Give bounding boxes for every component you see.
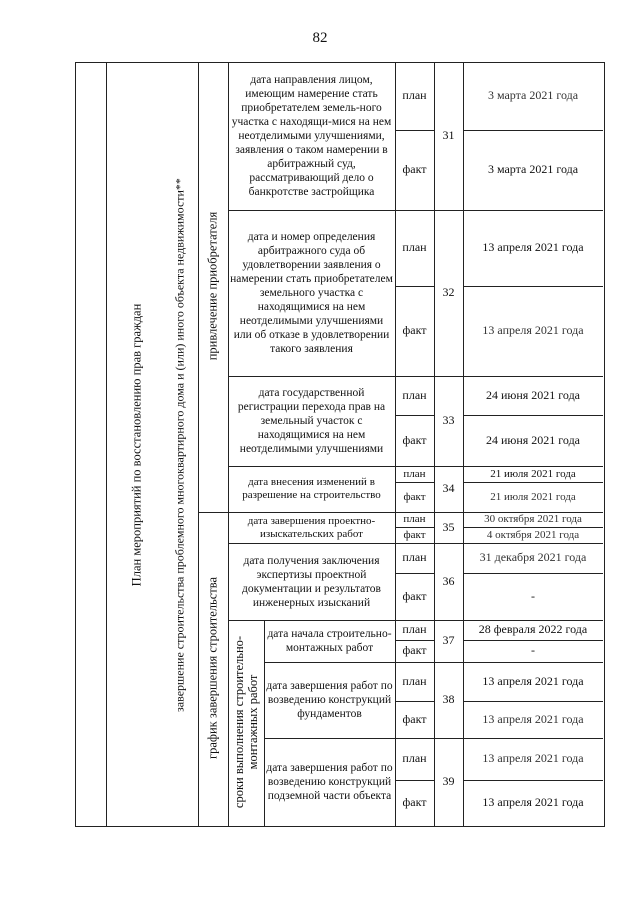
section-divider [198, 512, 228, 513]
row-31-description: дата направления лицом, имеющим намерение стать приобретателем земель-ного участка с находящи-мися на нем неотделимыми улучшениями, заявления о таком намерении в арбитражный суд, рассматривающий дело о банкротстве застройщика [231, 74, 392, 198]
subsection-divider [228, 620, 264, 621]
row-37-fact-label: факт [402, 643, 427, 658]
row-38-plan-label: план [402, 673, 427, 688]
page-number: 82 [312, 30, 328, 46]
row-34-description: дата внесения изменений в разрешение на строительство [242, 476, 381, 501]
row-37-description: дата начала строительно-монтажных работ [267, 628, 392, 654]
row-35-fact-label: факт [403, 528, 426, 541]
row-32-plan-label: план [402, 240, 427, 255]
row-37-number: 37 [442, 633, 455, 648]
row-34-plan-value: 21 июля 2021 года [490, 467, 576, 480]
row-35-plan-value: 30 октября 2021 года [484, 513, 582, 525]
row-36-number: 36 [442, 573, 455, 588]
plan-title: План мероприятий по восстановлению прав граждан [129, 303, 144, 587]
row-36-fact-value: - [531, 588, 535, 603]
row-35-description: дата завершения проектно-изыскательских работ [247, 514, 376, 540]
row-34-number: 34 [442, 481, 455, 496]
row-33-number: 33 [442, 413, 455, 428]
row-36-plan-label: план [402, 550, 427, 565]
row-34-fact-value: 21 июля 2021 года [490, 490, 576, 503]
grid-line [198, 62, 199, 826]
row-35-fact-value: 4 октября 2021 года [486, 528, 580, 541]
row-31-number: 31 [442, 128, 455, 143]
row-33-description: дата государственной регистрации перехода прав на земельный участок с находящимися на нем неотделимыми улучшениями [237, 387, 386, 455]
row-35-plan-label: план [403, 513, 426, 525]
row-36-description: дата получения заключения экспертизы проектной документации и результатов инженерных изысканий [242, 554, 381, 609]
row-32-fact-value: 13 апреля 2021 года [482, 323, 584, 338]
row-36-fact-label: факт [402, 588, 427, 603]
row-34-plan-label: план [403, 467, 426, 480]
construction-title: завершение строительства проблемного многоквартирного дома и (или) иного объекта недвижимости** [172, 178, 187, 712]
row-33-fact-label: факт [402, 432, 427, 447]
row-39-plan-value: 13 апреля 2021 года [482, 751, 584, 766]
row-38-number: 38 [442, 692, 455, 707]
row-39-number: 39 [442, 774, 455, 789]
row-37-plan-value: 28 февраля 2022 года [478, 622, 588, 637]
row-33-plan-value: 24 июня 2021 года [485, 387, 581, 402]
row-38-description: дата завершения работ по возведению конструкций фундаментов [266, 680, 393, 720]
row-39-fact-value: 13 апреля 2021 года [482, 795, 584, 810]
acquirer-section-title: привлечение приобретателя [205, 211, 220, 361]
grid-line [106, 62, 107, 826]
row-36-plan-value: 31 декабря 2021 года [479, 550, 587, 565]
row-31-plan-value: 3 марта 2021 года [487, 88, 579, 103]
row-37-fact-value: - [531, 643, 535, 658]
row-31-plan-label: план [402, 88, 427, 103]
schedule-section-title: график завершения строительства [205, 576, 220, 760]
row-39-plan-label: план [402, 751, 427, 766]
row-32-description: дата и номер определения арбитражного суда об удовлетворении заявления о намерении стать приобретателем земельного участка с находящимися на нем неотделимыми улучшениями или об отказе в удовлетворении такого заявления [230, 231, 393, 355]
row-33-fact-value: 24 июня 2021 года [485, 432, 581, 447]
row-32-plan-value: 13 апреля 2021 года [482, 240, 584, 255]
row-38-fact-label: факт [402, 711, 427, 726]
row-38-plan-value: 13 апреля 2021 года [482, 673, 584, 688]
row-31-fact-value: 3 марта 2021 года [487, 162, 579, 177]
row-33-plan-label: план [402, 387, 427, 402]
row-34-fact-label: факт [403, 490, 426, 503]
row-39-description: дата завершения работ по возведению конструкций подземной части объекта [266, 762, 393, 802]
row-35-number: 35 [442, 519, 455, 534]
row-32-number: 32 [442, 285, 455, 300]
row-32-fact-label: факт [402, 323, 427, 338]
row-37-plan-label: план [402, 622, 427, 637]
row-39-fact-label: факт [402, 795, 427, 810]
deadlines-section-title: сроки выполнения строительно-монтажных работ [232, 635, 260, 809]
row-38-fact-value: 13 апреля 2021 года [482, 711, 584, 726]
row-31-fact-label: факт [402, 162, 427, 177]
